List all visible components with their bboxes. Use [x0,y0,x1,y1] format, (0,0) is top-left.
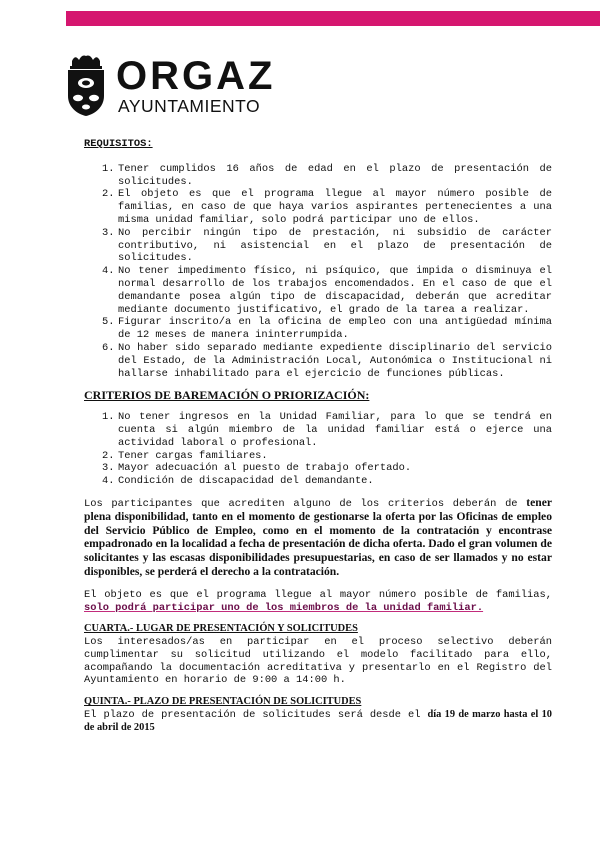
unidad-familiar-paragraph: El objeto es que el programa llegue al mayor número posible de familias, solo podrá participar uno de los miembros de la unidad familiar. [84,588,552,614]
criterios-list [84,411,552,488]
list-item: 1. No tener ingresos en la Unidad Familiar, para lo que se tendrá en cuenta si algún miembro de la unidad familiar está o ejerce una actividad laboral o profesional. [102,411,552,449]
coat-of-arms-icon [64,52,108,118]
list-item: 4. Condición de discapacidad del demandante. [102,475,374,488]
list-item: 2. El objeto es que el programa llegue al mayor número posible de familias, en caso de que haya varios aspirantes pertenecientes a una misma unidad familiar, solo podrá participar uno de ellos. [102,188,552,226]
logo-subtitle: AYUNTAMIENTO [118,96,261,116]
requisitos-list [84,163,552,381]
list-item: 5. Figurar inscrito/a en la oficina de empleo con una antigüedad mínima de 12 meses de manera ininterrumpida. [102,316,552,342]
list-item: 3. Mayor adecuación al puesto de trabajo ofertado. [102,462,412,475]
document-body [84,138,552,735]
quinta-heading: QUINTA.- PLAZO DE PRESENTACIÓN DE SOLICITUDES [84,696,362,708]
list-item: 4. No tener impedimento físico, ni psíquico, que impida o disminuya el normal desarrollo de los trabajos encomendados. En el caso de que el demandante posea algún tipo de discapacidad, deberán que acreditar mediante documento justificativo, el grado de la tarea a realizar. [102,265,552,316]
requisitos-heading: REQUISITOS: [84,138,153,150]
list-item: 1. Tener cumplidos 16 años de edad en el plazo de presentación de solicitudes. [102,162,552,188]
quinta-paragraph: El plazo de presentación de solicitudes será desde el día 19 de marzo hasta el 10 de abril de 2015 [84,709,552,733]
logo-title: ORGAZ [116,54,276,98]
cuarta-paragraph: Los interesados/as en participar en el proceso selectivo deberán cumplimentar su solicitud utilizando el modelo facilitado para ello, acompañando la documentación acreditativa y presentarlo en el Registro del Ayuntamiento en horario de 9:00 a 14:00 h. [84,636,552,687]
cuarta-heading: CUARTA.- LUGAR DE PRESENTACIÓN Y SOLICITUDES [84,623,358,635]
disponibilidad-paragraph: Los participantes que acrediten alguno de los criterios deberán de tener plena disponibilidad, tanto en el momento de gestionarse la oferta por las Oficinas de empleo del Servicio Público de Empleo, como en el momento de la contratación y encontrase empadronado en la localidad a fecha de presentación de dicha oferta. Dado el gran volumen de solicitantes y las escasas disponibilidades presupuestarias, en caso de ser llamados y no estar disponibles, se perderá el derecho a la contratación. [84,495,553,578]
emphasis-text: solo podrá participar uno de los miembros de la unidad familiar. [84,601,484,614]
criterios-heading: CRITERIOS DE BAREMACIÓN O PRIORIZACIÓN: [84,388,370,403]
ayuntamiento-logo [64,52,276,122]
list-item: 2. Tener cargas familiares. [102,449,268,462]
header-accent-bar [66,11,600,26]
list-item: 3. No percibir ningún tipo de prestación, ni subsidio de carácter contributivo, ni asistencial en el plazo de presentación de solicitudes. [102,226,552,265]
list-item: 6. No haber sido separado mediante expediente disciplinario del servicio del Estado, de la Administración Local, Autonómica o Institucional ni hallarse inhabilitado para el ejercicio de funciones públicas. [102,341,552,380]
